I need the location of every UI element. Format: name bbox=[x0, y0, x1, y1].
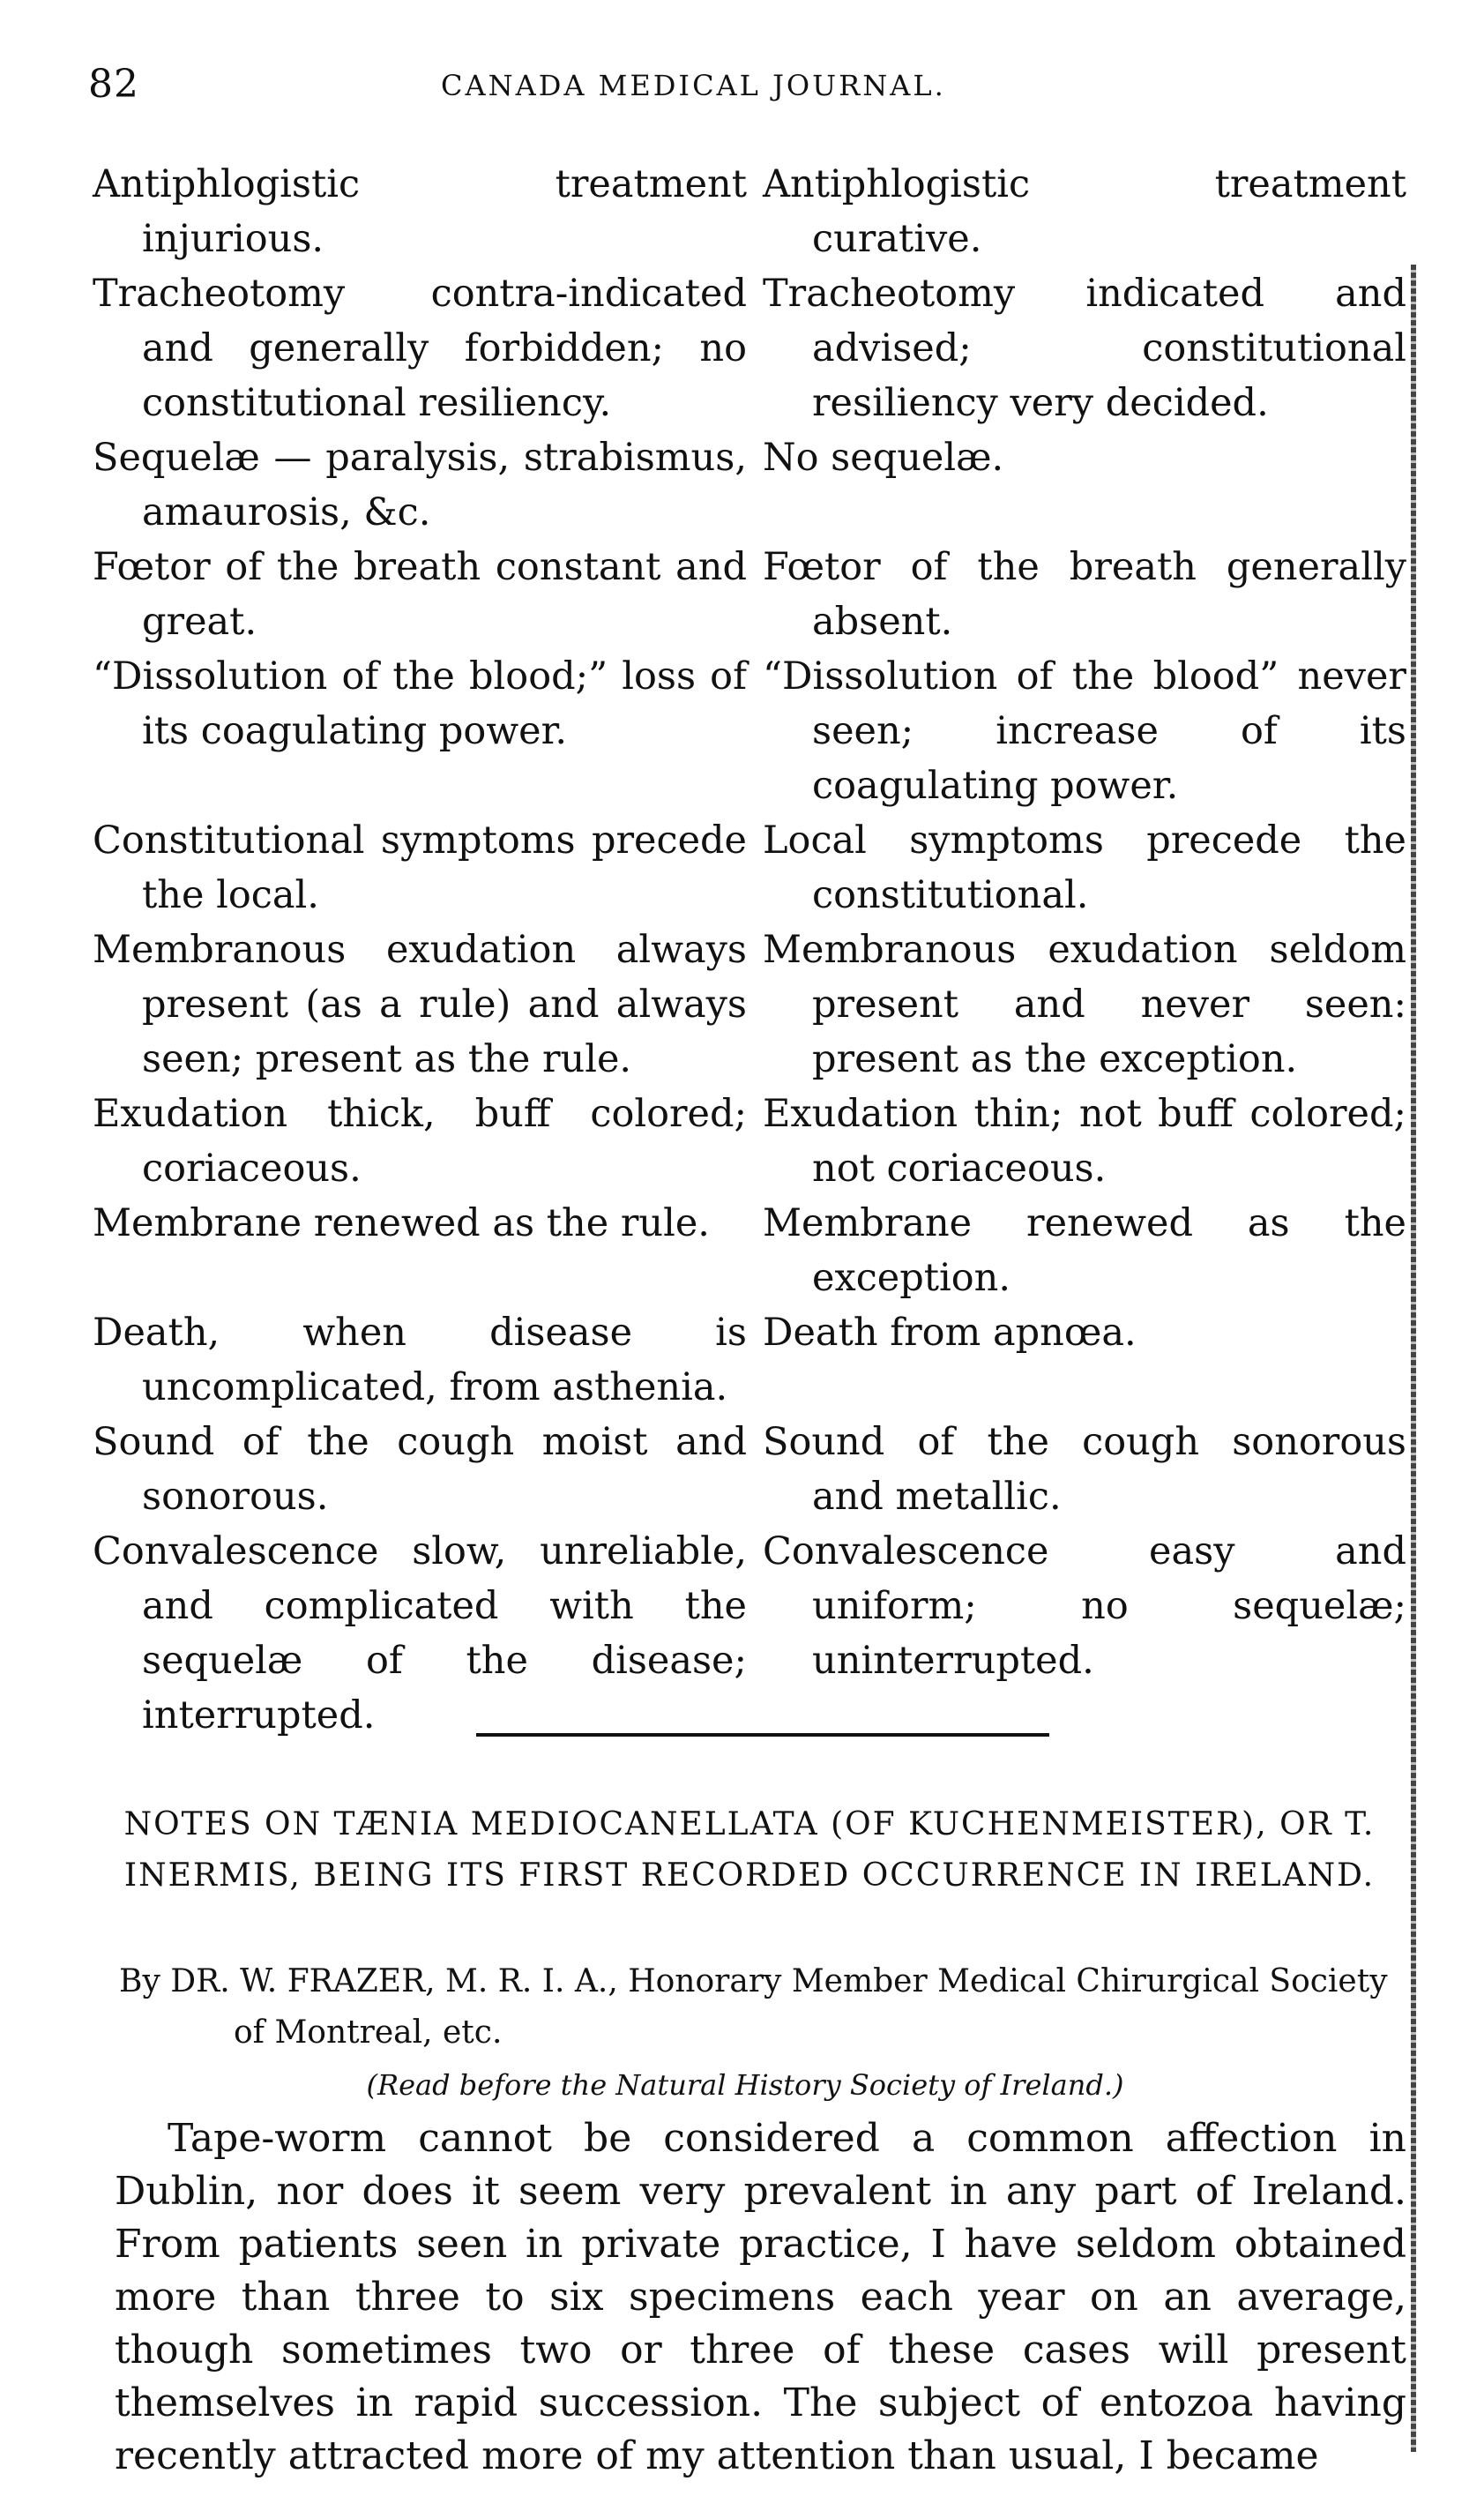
comparison-row bbox=[93, 649, 1406, 813]
right-column-item: Membrane renewed as the exception. bbox=[763, 1201, 1406, 1300]
right-column-item: “Dissolution of the blood” never seen; increase of its coagulating power. bbox=[763, 654, 1406, 808]
comparison-row bbox=[93, 1196, 1406, 1305]
left-column-item: Exudation thick, buff colored; coriaceous. bbox=[93, 1092, 747, 1191]
right-column-item: Tracheotomy indicated and advised; constitutional resiliency very decided. bbox=[763, 272, 1406, 425]
right-column-item: Sound of the cough sonorous and metallic. bbox=[763, 1420, 1406, 1519]
left-column-item: Sequelæ — paralysis, strabismus, amaurosis, &c. bbox=[93, 436, 747, 534]
right-column-item: Antiphlogistic treatment curative. bbox=[763, 162, 1406, 261]
page-number: 82 bbox=[88, 62, 139, 107]
byline-location: of Montreal, etc. bbox=[234, 2014, 503, 2051]
right-column-item: Local symptoms precede the constitutional. bbox=[763, 818, 1406, 917]
article-body: Tape-worm cannot be considered a common affection in Dublin, nor does it seem very prevalent in any part of Ireland. From patients seen in private practice, I have seldom obtained more than three to six specimens each year on an average, though sometimes two or three of these cases will present themselves in rapid succession. The subject of entozoa having recently attracted more of my attention than usual, I became bbox=[115, 2116, 1406, 2478]
left-column-item: Sound of the cough moist and sonorous. bbox=[93, 1420, 747, 1519]
article-title: NOTES ON TÆNIA MEDIOCANELLATA (OF KUCHENMEISTER), OR T. INERMIS, BEING ITS FIRST RECORDED OCCURRENCE IN IRELAND. bbox=[123, 1806, 1376, 1894]
left-column-item: Tracheotomy contra-indicated and generally forbidden; no constitutional resiliency. bbox=[93, 272, 747, 425]
byline bbox=[119, 1956, 1406, 2059]
comparison-row bbox=[93, 266, 1406, 430]
left-column-item: Membranous exudation always present (as a rule) and always seen; present as the rule. bbox=[93, 928, 747, 1081]
page-header bbox=[0, 62, 1484, 115]
comparison-row bbox=[93, 157, 1406, 266]
section-divider bbox=[476, 1733, 1049, 1737]
left-column-item: Constitutional symptoms precede the local. bbox=[93, 818, 747, 917]
right-column-item: Membranous exudation seldom present and never seen: present as the exception. bbox=[763, 928, 1406, 1081]
left-column-item: Antiphlogistic treatment injurious. bbox=[93, 162, 747, 261]
right-column-item: Convalescence easy and uniform; no sequelæ; uninterrupted. bbox=[763, 1529, 1406, 1683]
running-head: CANADA MEDICAL JOURNAL. bbox=[441, 69, 946, 102]
left-column-item: Convalescence slow, unreliable, and complicated with the sequelæ of the disease; interrupted. bbox=[93, 1529, 747, 1737]
comparison-row bbox=[93, 430, 1406, 540]
left-column-item: Death, when disease is uncomplicated, from asthenia. bbox=[93, 1311, 747, 1409]
left-column-item: Fœtor of the breath constant and great. bbox=[93, 545, 747, 644]
left-column-item: Membrane renewed as the rule. bbox=[93, 1201, 710, 1245]
comparison-row bbox=[93, 1524, 1406, 1743]
comparison-table bbox=[93, 157, 1406, 1743]
right-column-item: No sequelæ. bbox=[763, 436, 1004, 480]
right-column-item: Fœtor of the breath generally absent. bbox=[763, 545, 1406, 644]
right-column-item: Exudation thin; not buff colored; not coriaceous. bbox=[763, 1092, 1406, 1191]
comparison-row bbox=[93, 923, 1406, 1087]
byline-author: By DR. W. FRAZER, M. R. I. A., Honorary Member Medical Chirurgical Society bbox=[119, 1963, 1388, 1999]
right-column-item: Death from apnœa. bbox=[763, 1311, 1137, 1355]
comparison-row bbox=[93, 540, 1406, 649]
comparison-row bbox=[93, 813, 1406, 923]
comparison-row bbox=[93, 1415, 1406, 1524]
comparison-row bbox=[93, 1087, 1406, 1196]
read-note: (Read before the Natural History Society of Ireland.) bbox=[366, 2068, 1124, 2102]
binding-edge bbox=[1411, 265, 1416, 2452]
left-column-item: “Dissolution of the blood;” loss of its coagulating power. bbox=[93, 654, 747, 753]
comparison-row bbox=[93, 1305, 1406, 1415]
